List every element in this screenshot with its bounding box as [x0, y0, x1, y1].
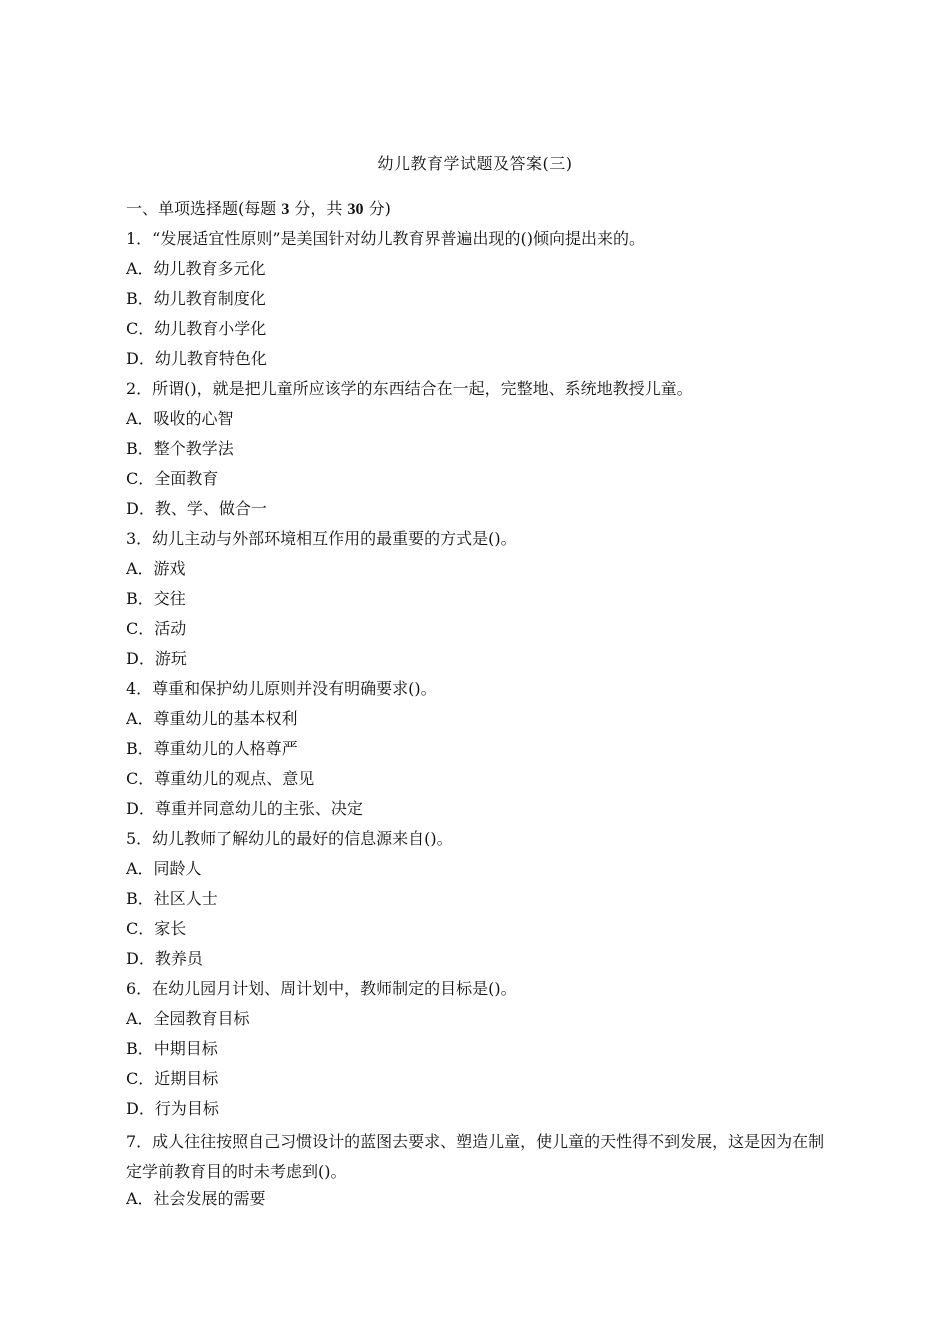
question-list: [126, 197, 836, 1217]
question-5: [126, 827, 836, 977]
points-each: 3: [281, 201, 290, 218]
option-c: C．幼儿教育小学化: [126, 319, 267, 338]
option-b: B．尊重幼儿的人格尊严: [126, 739, 298, 758]
question-4: [126, 677, 836, 827]
option-a: A．全园教育目标: [126, 1009, 250, 1028]
option-b: B．中期目标: [126, 1039, 218, 1058]
question-stem: 7．成人往往按照自己习惯设计的蓝图去要求、塑造儿童，使儿童的天性得不到发展，这是因为在制定学前教育目的时未考虑到()。: [126, 1132, 825, 1181]
option-d: D．游玩: [126, 649, 187, 668]
question-3: [126, 527, 836, 677]
total-points: 30: [347, 201, 364, 218]
document-title: 幼儿教育学试题及答案(三): [377, 154, 573, 173]
section-heading: 一、单项选择题(每题 3 分，共 30 分): [126, 199, 391, 218]
option-d: D．教养员: [126, 949, 203, 968]
option-c: C．家长: [126, 919, 187, 938]
option-d: D．行为目标: [126, 1099, 219, 1118]
option-c: C．尊重幼儿的观点、意见: [126, 769, 315, 788]
option-c: C．近期目标: [126, 1069, 219, 1088]
option-b: B．社区人士: [126, 889, 218, 908]
option-d: D．教、学、做合一: [126, 499, 267, 518]
option-a: A．社会发展的需要: [126, 1189, 266, 1208]
option-d: D．尊重并同意幼儿的主张、决定: [126, 799, 363, 818]
option-a: A．同龄人: [126, 859, 202, 878]
question-stem: 1．“发展适宜性原则”是美国针对幼儿教育界普遍出现的()倾向提出来的。: [126, 229, 646, 248]
option-a: A．吸收的心智: [126, 409, 234, 428]
option-b: B．幼儿教育制度化: [126, 289, 266, 308]
question-stem: 5．幼儿教师了解幼儿的最好的信息源来自()。: [126, 829, 453, 848]
question-stem: 2．所谓()，就是把儿童所应该学的东西结合在一起，完整地、系统地教授儿童。: [126, 379, 693, 398]
option-a: A．幼儿教育多元化: [126, 259, 266, 278]
option-a: A．游戏: [126, 559, 186, 578]
option-c: C．活动: [126, 619, 187, 638]
option-b: B．整个教学法: [126, 439, 234, 458]
question-stem: 4．尊重和保护幼儿原则并没有明确要求()。: [126, 679, 437, 698]
question-2: [126, 377, 836, 527]
option-d: D．幼儿教育特色化: [126, 349, 267, 368]
option-b: B．交往: [126, 589, 186, 608]
question-7: [126, 1127, 836, 1217]
question-stem: 3．幼儿主动与外部环境相互作用的最重要的方式是()。: [126, 529, 517, 548]
question-6: [126, 977, 836, 1127]
option-c: C．全面教育: [126, 469, 219, 488]
question-stem: 6．在幼儿园月计划、周计划中，教师制定的目标是()。: [126, 979, 517, 998]
question-1: [126, 227, 836, 377]
option-a: A．尊重幼儿的基本权利: [126, 709, 298, 728]
